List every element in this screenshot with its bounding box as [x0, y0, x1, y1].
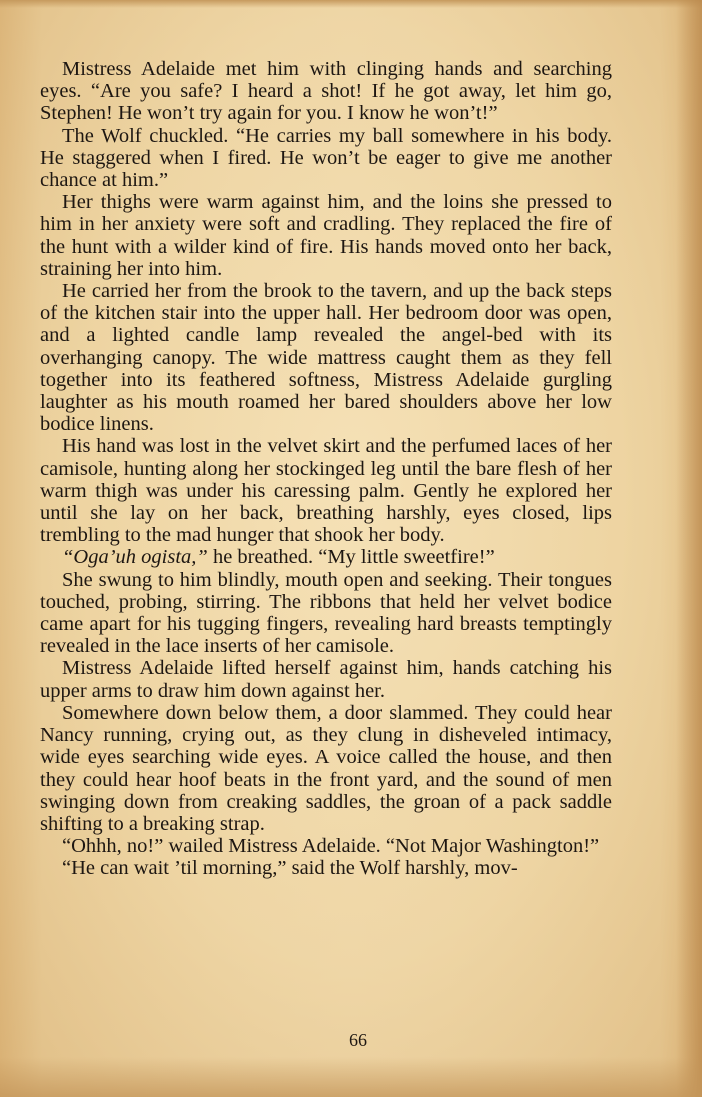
body-text: [40, 58, 612, 880]
page-bottom-edge: [0, 1057, 702, 1097]
paragraph: He carried her from the brook to the tavern, and up the back steps of the kitchen stair into the upper hall. Her bedroom door was open, and a lighted candle lamp revealed the angel-bed with its overhanging canopy. The wide mattress caught them as they fell together into its feathered softness, Mistress Adelaide gurgling laughter as his mouth roamed her bared shoulders above her low bodice linens.: [40, 280, 612, 436]
paragraph: Mistress Adelaide met him with clinging hands and searching eyes. “Are you safe? I heard a shot! If he got away, let him go, Stephen! He won’t try again for you. I know he won’t!”: [40, 58, 612, 125]
paragraph: “Ohhh, no!” wailed Mistress Adelaide. “Not Major Washington!”: [62, 835, 600, 858]
italic-quote: “Oga’uh ogista,”: [62, 546, 208, 569]
page-number: 66: [349, 1030, 367, 1050]
page-right-edge: [676, 0, 702, 1097]
dialogue-paragraph: [40, 546, 612, 568]
dialogue-rest: he breathed. “My little sweetfire!”: [207, 546, 495, 569]
paragraph: Mistress Adelaide lifted herself against him, hands catching his upper arms to draw him down against her.: [40, 657, 612, 702]
paragraph: “He can wait ’til morning,” said the Wolf harshly, mov-: [62, 857, 518, 880]
paragraph: She swung to him blindly, mouth open and seeking. Their tongues touched, probing, stirring. The ribbons that held her velvet bodice came apart for his tugging fingers, revealing hard breasts temptingly revealed in the lace inserts of her camisole.: [40, 568, 612, 658]
page-top-edge: [0, 0, 702, 8]
paragraph: His hand was lost in the velvet skirt and the perfumed laces of her camisole, hunting along her stockinged leg until the bare flesh of her warm thigh was under his caressing palm. Gently he explored her until she lay on her back, breathing harshly, eyes closed, lips trembling to the mad hunger that shook her body.: [40, 435, 612, 547]
paragraph: The Wolf chuckled. “He carries my ball somewhere in his body. He staggered when I fired. He won’t be eager to give me another chance at him.”: [40, 124, 612, 192]
paragraph: Somewhere down below them, a door slammed. They could hear Nancy running, crying out, as they clung in disheveled intimacy, wide eyes searching wide eyes. A voice called the house, and then they could hear hoof beats in the front yard, and the sound of men swinging down from creaking saddles, the groan of a pack saddle shifting to a breaking strap.: [40, 701, 612, 835]
paragraph: Her thighs were warm against him, and the loins she pressed to him in her anxiety were soft and cradling. They replaced the fire of the hunt with a wilder kind of fire. His hands moved onto her back, straining her into him.: [40, 191, 612, 280]
